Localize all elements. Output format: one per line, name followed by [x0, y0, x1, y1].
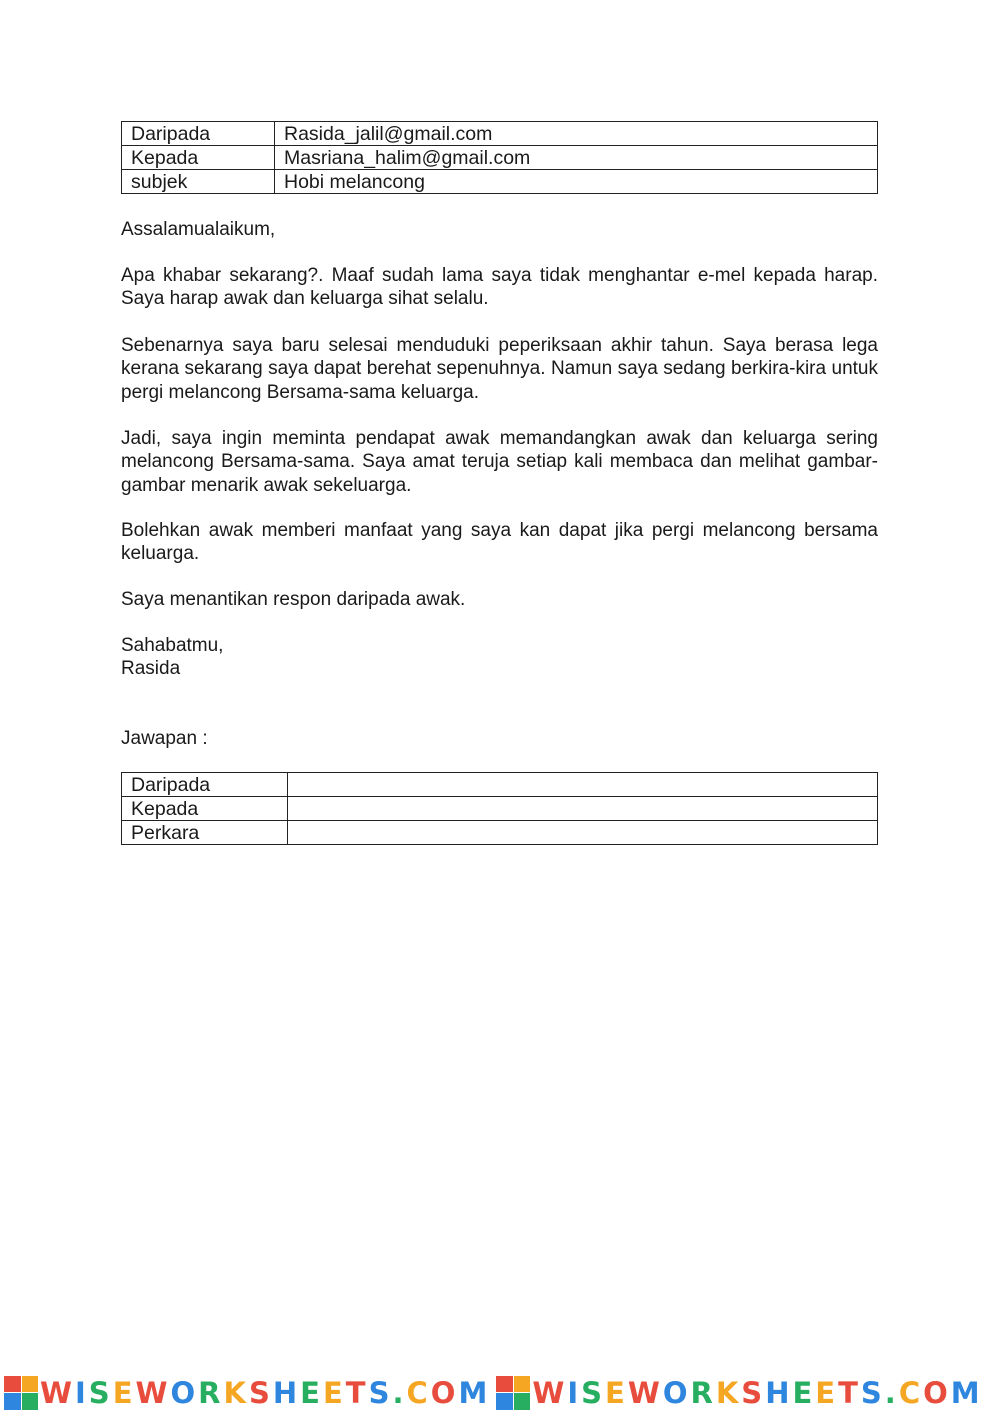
- brand-watermark: [4, 1376, 490, 1410]
- header-value-subject: Hobi melancong: [275, 170, 878, 194]
- table-row: [122, 146, 878, 170]
- header-label-subject: subjek: [122, 170, 275, 194]
- paragraph-4: Bolehkan awak memberi manfaat yang saya kan dapat jika pergi melancong bersama keluarga.: [121, 520, 878, 565]
- table-row: [122, 821, 878, 845]
- answer-label-from: Daripada: [122, 773, 288, 797]
- closing: Sahabatmu,: [121, 635, 224, 656]
- email-header-table: [121, 121, 878, 194]
- header-value-from: Rasida_jalil@gmail.com: [275, 122, 878, 146]
- table-row: [122, 170, 878, 194]
- answer-input-subject[interactable]: [288, 821, 878, 845]
- answer-input-to[interactable]: [288, 797, 878, 821]
- answer-label-to: Kepada: [122, 797, 288, 821]
- signature: Rasida: [121, 658, 181, 680]
- brand-text: WISEWORKSHEETS.COM: [40, 1375, 491, 1410]
- paragraph-3: Jadi, saya ingin meminta pendapat awak memandangkan awak dan keluarga sering melancong Bersama-sama. Saya amat teruja setiap kali membaca dan melihat gambar-gambar menarik awak sekeluarga.: [121, 428, 878, 496]
- paragraph-1: Apa khabar sekarang?. Maaf sudah lama saya tidak menghantar e-mel kepada harap. Saya harap awak dan keluarga sihat selalu.: [121, 265, 878, 310]
- paragraph-2: Sebenarnya saya baru selesai menduduki peperiksaan akhir tahun. Saya berasa lega kerana sekarang saya dapat berehat sepenuhnya. Namun saya sedang berkira-kira untuk pergi melancong Bersama-sama keluarga.: [121, 335, 878, 403]
- answer-table: [121, 772, 878, 845]
- answer-label-subject: Perkara: [122, 821, 288, 845]
- wise-logo-icon: [4, 1376, 38, 1410]
- answer-label: Jawapan :: [121, 728, 208, 749]
- greeting: Assalamualaikum,: [121, 219, 276, 240]
- brand-watermark: [496, 1376, 982, 1410]
- footer-watermark: [0, 1372, 1000, 1413]
- header-label-to: Kepada: [122, 146, 275, 170]
- header-value-to: Masriana_halim@gmail.com: [275, 146, 878, 170]
- table-row: [122, 122, 878, 146]
- worksheet-page: [121, 121, 878, 844]
- table-row: [122, 797, 878, 821]
- brand-text: WISEWORKSHEETS.COM: [532, 1375, 983, 1410]
- sign-off: [121, 634, 223, 681]
- header-label-from: Daripada: [122, 122, 275, 146]
- paragraph-5: Saya menantikan respon daripada awak.: [121, 589, 466, 610]
- table-row: [122, 773, 878, 797]
- answer-input-from[interactable]: [288, 773, 878, 797]
- wise-logo-icon: [496, 1376, 530, 1410]
